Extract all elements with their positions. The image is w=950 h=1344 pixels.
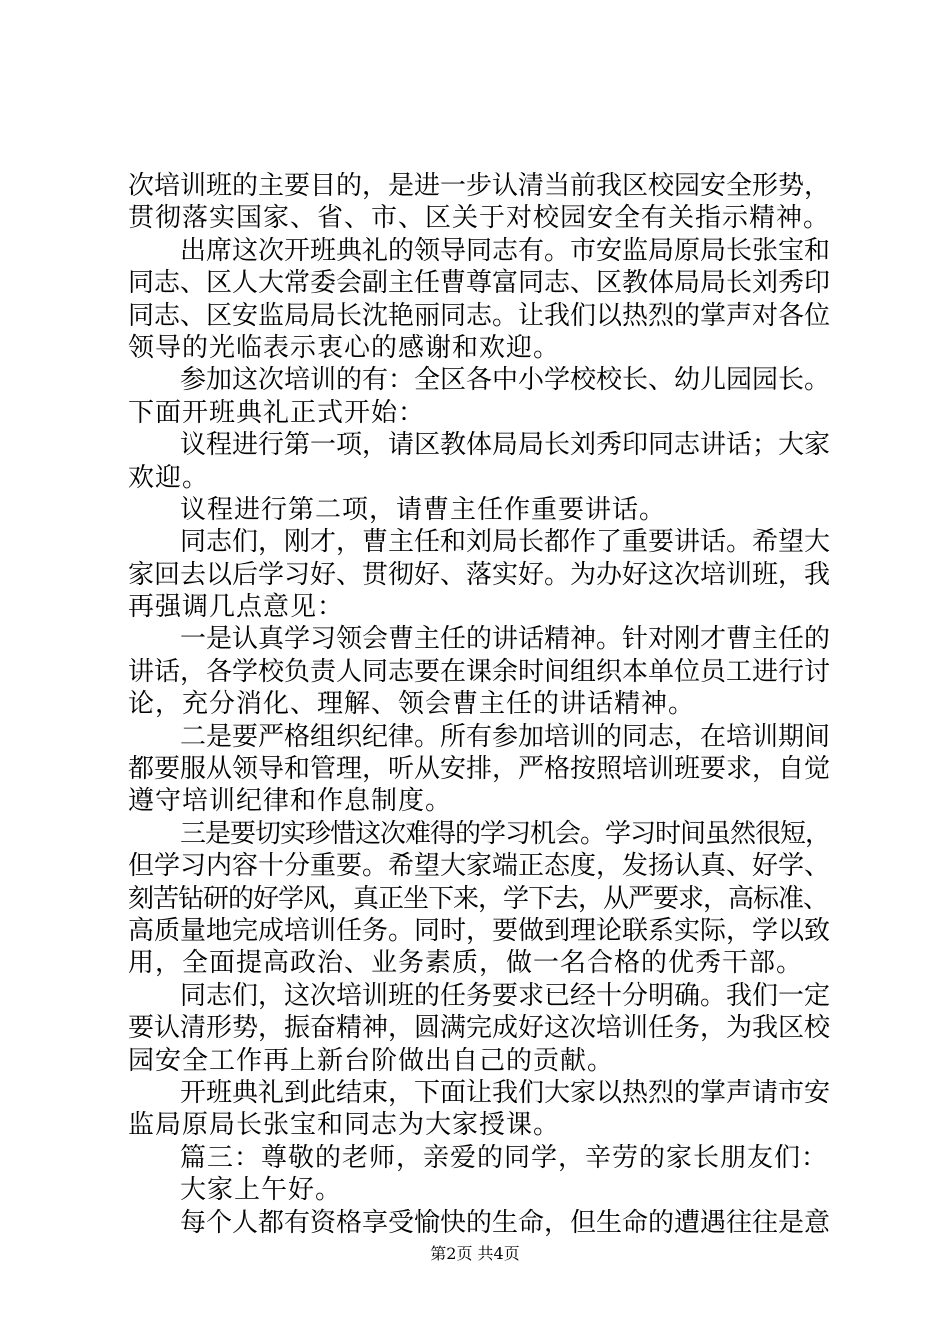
text-line: 下面开班典礼正式开始： <box>128 397 426 428</box>
text-line: 二是要严格组织纪律。所有参加培训的同志，在培训期间 <box>180 721 831 752</box>
text-line: 议程进行第一项，请区教体局局长刘秀印同志讲话；大家 <box>180 430 831 461</box>
text-line: 贯彻落实国家、省、市、区关于对校园安全有关指示精神。 <box>128 203 831 234</box>
text-line: 但学习内容十分重要。希望大家端正态度，发扬认真、好学、 <box>128 851 831 882</box>
document-body <box>128 170 830 1239</box>
text-line: 篇三：尊敬的老师，亲爱的同学，辛劳的家长朋友们： <box>180 1142 829 1173</box>
text-line: 议程进行第二项，请曹主任作重要讲话。 <box>180 494 667 525</box>
text-line: 遵守培训纪律和作息制度。 <box>128 786 453 817</box>
text-line: 要认清形势，振奋精神，圆满完成好这次培训任务，为我区校 <box>128 1013 831 1044</box>
text-line: 次培训班的主要目的，是进一步认清当前我区校园安全形势， <box>128 171 831 201</box>
text-line: 欢迎。 <box>128 462 210 493</box>
text-line: 同志们，刚才，曹主任和刘局长都作了重要讲话。希望大 <box>180 527 831 558</box>
text-line: 论，充分消化、理解、领会曹主任的讲话精神。 <box>128 689 696 720</box>
text-line: 参加这次培训的有：全区各中小学校校长、幼儿园园长。 <box>180 365 831 396</box>
text-line: 每个人都有资格享受愉快的生命，但生命的遭遇往往是意 <box>180 1207 831 1238</box>
text-line: 领导的光临表示衷心的感谢和欢迎。 <box>128 332 561 363</box>
text-line: 刻苦钻研的好学风，真正坐下来，学下去，从严要求，高标准、 <box>128 883 829 914</box>
text-line: 园安全工作再上新台阶做出自己的贡献。 <box>128 1045 615 1076</box>
text-line: 家回去以后学习好、贯彻好、落实好。为办好这次培训班，我 <box>128 559 831 590</box>
text-line: 大家上午好。 <box>180 1175 343 1206</box>
text-line: 再强调几点意见： <box>128 592 345 623</box>
text-line: 三是要切实珍惜这次难得的学习机会。学习时间虽然很短， <box>180 818 831 849</box>
text-line: 出席这次开班典礼的领导同志有。市安监局原局长张宝和 <box>180 235 831 266</box>
text-line: 一是认真学习领会曹主任的讲话精神。针对刚才曹主任的 <box>180 624 831 655</box>
page-footer: 第2页 共4页 <box>430 1244 520 1263</box>
text-line: 开班典礼到此结束，下面让我们大家以热烈的掌声请市安 <box>180 1077 831 1108</box>
text-line: 高质量地完成培训任务。同时，要做到理论联系实际，学以致 <box>128 915 831 946</box>
text-line: 同志、区人大常委会副主任曹尊富同志、区教体局局长刘秀印 <box>128 268 831 299</box>
text-line: 用，全面提高政治、业务素质，做一名合格的优秀干部。 <box>128 948 804 979</box>
text-line: 同志们，这次培训班的任务要求已经十分明确。我们一定 <box>180 980 831 1011</box>
text-line: 同志、区安监局局长沈艳丽同志。让我们以热烈的掌声对各位 <box>128 300 831 331</box>
text-line: 讲话，各学校负责人同志要在课余时间组织本单位员工进行讨 <box>128 656 831 687</box>
text-line: 监局原局长张宝和同志为大家授课。 <box>128 1110 561 1141</box>
text-line: 都要服从领导和管理，听从安排，严格按照培训班要求，自觉 <box>128 754 831 785</box>
